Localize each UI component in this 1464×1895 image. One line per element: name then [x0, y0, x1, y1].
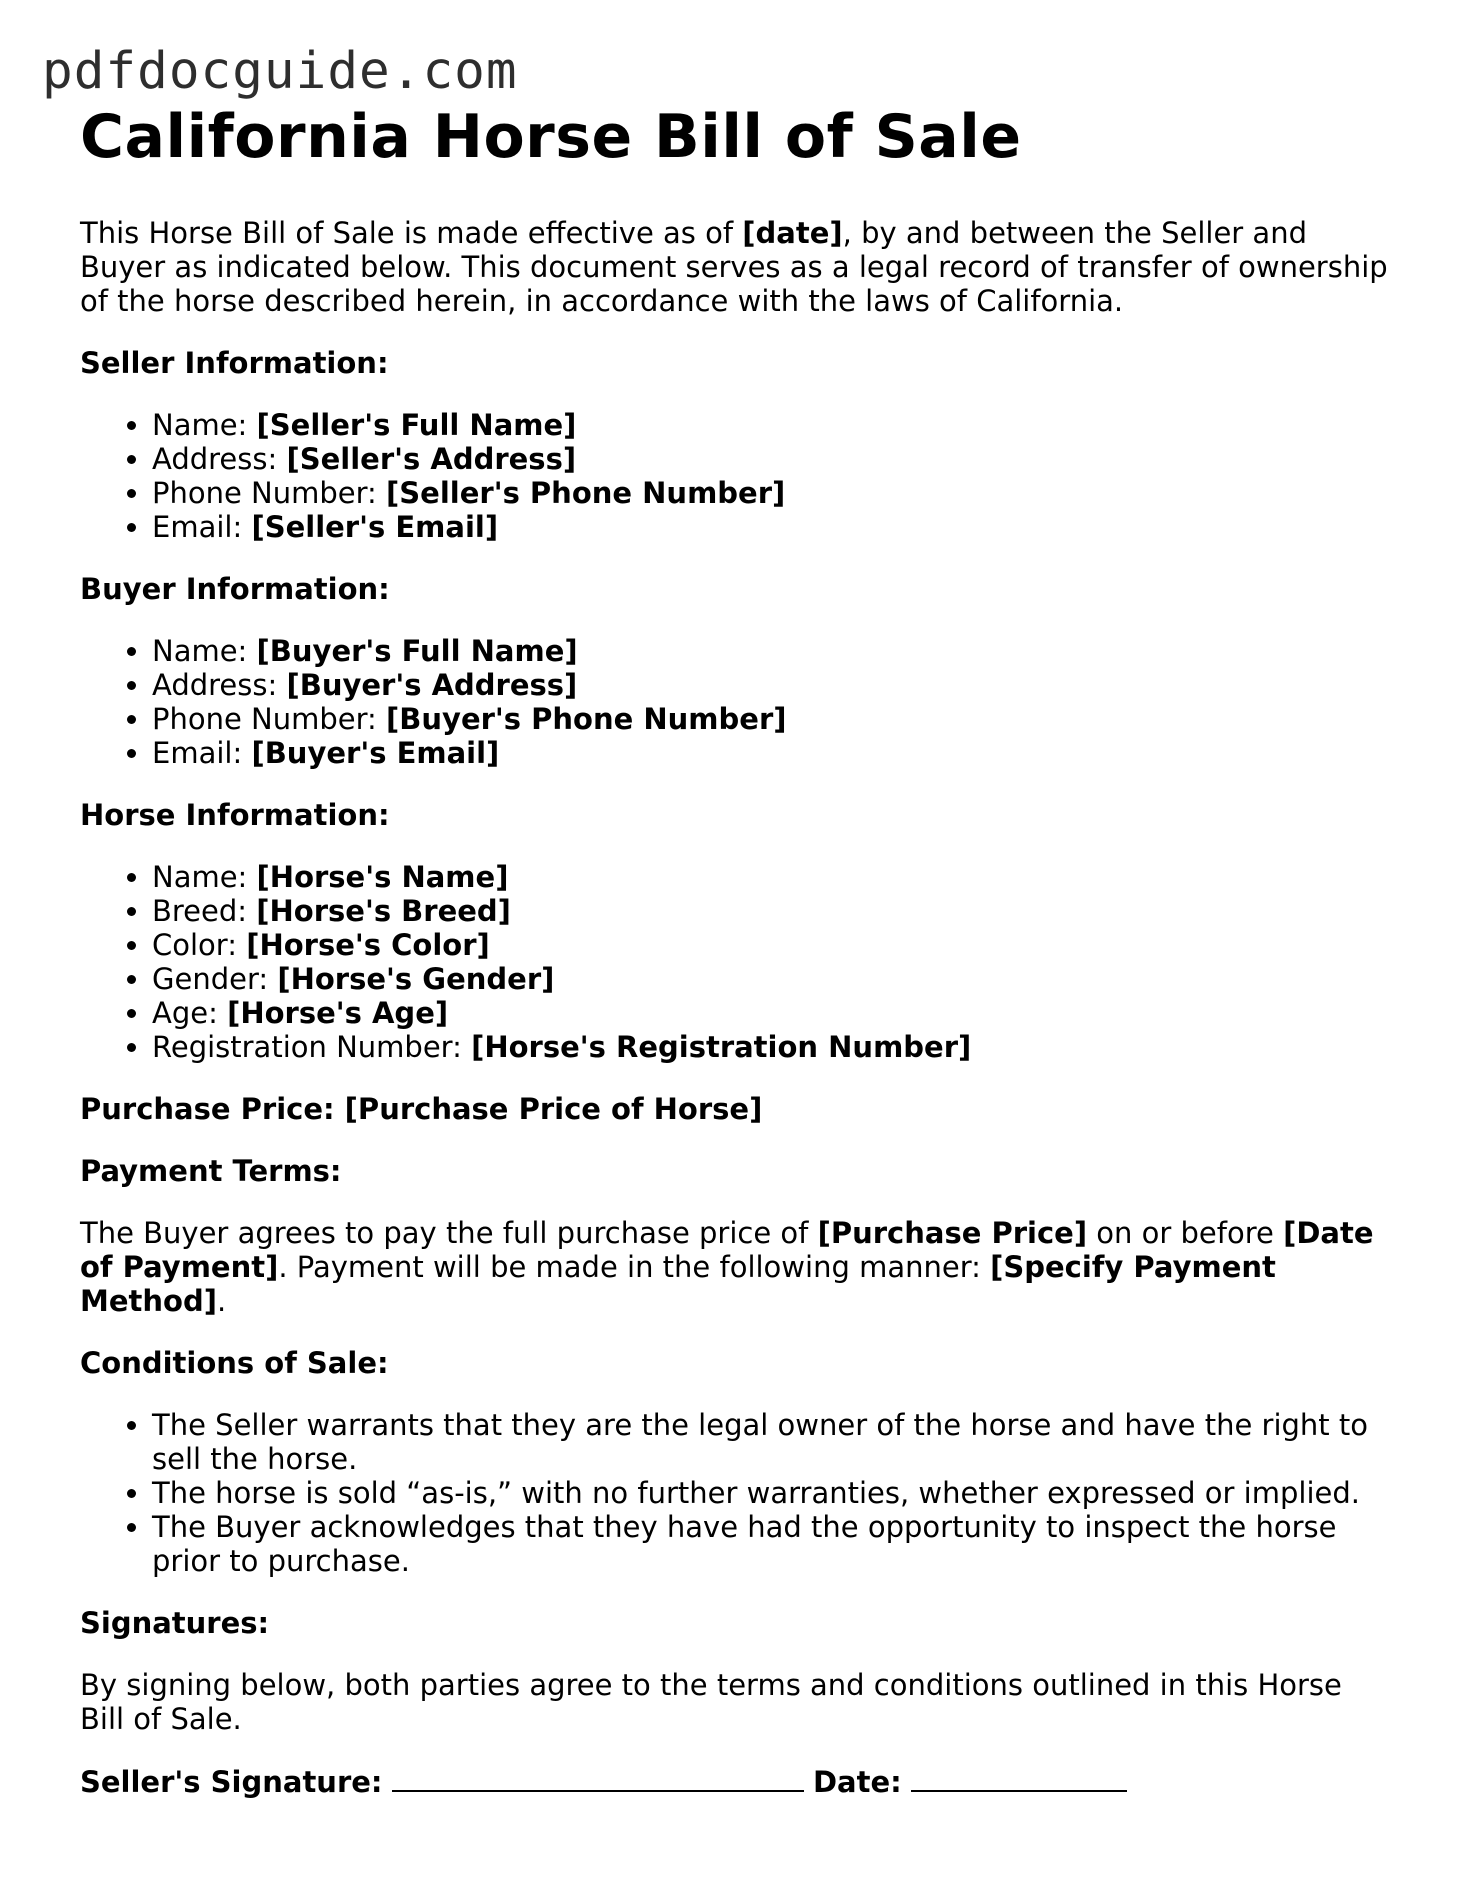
- payment-method: [Specify Payment Method]: [80, 1250, 1276, 1318]
- list-item: [152, 408, 1390, 442]
- item-label: Name:: [152, 860, 257, 894]
- item-label: Address:: [152, 668, 287, 702]
- item-value: [Horse's Registration Number]: [471, 1030, 972, 1064]
- list-item: [152, 634, 1390, 668]
- date-label: Date:: [812, 1765, 902, 1799]
- payment-heading: Payment Terms:: [80, 1154, 342, 1188]
- item-label: Name:: [152, 408, 257, 442]
- document-page: [80, 104, 1390, 1799]
- list-item: [152, 668, 1390, 702]
- item-value: [Horse's Age]: [227, 996, 449, 1030]
- date-field[interactable]: [911, 1764, 1127, 1792]
- item-value: [Buyer's Address]: [286, 668, 578, 702]
- list-item: [152, 1030, 1390, 1064]
- page-title: California Horse Bill of Sale: [80, 102, 1022, 172]
- item-value: [Horse's Name]: [256, 860, 509, 894]
- item-value: [Horse's Gender]: [277, 962, 555, 996]
- list-item: [152, 702, 1390, 736]
- list-item: [152, 860, 1390, 894]
- payment-price: [Purchase Price]: [817, 1216, 1088, 1250]
- signatures-paragraph: By signing below, both parties agree to the terms and conditions outlined in this Horse Bill of Sale.: [80, 1668, 1342, 1736]
- watermark: pdfdocguide.com: [42, 42, 518, 101]
- list-item: • The Seller warrants that they are the legal owner of the horse and have the right to sell the horse.: [152, 1408, 1390, 1476]
- item-value: [Seller's Address]: [286, 442, 577, 476]
- item-value: [Buyer's Phone Number]: [386, 702, 787, 736]
- payment-text-1: The Buyer agrees to pay the full purchase price of: [80, 1216, 818, 1250]
- buyer-heading: Buyer Information:: [80, 572, 390, 606]
- horse-heading: Horse Information:: [80, 798, 390, 832]
- item-value: [Seller's Phone Number]: [386, 476, 786, 510]
- intro-paragraph: [80, 216, 1390, 318]
- seller-signature-row: [80, 1764, 1390, 1799]
- payment-text-2: on or before: [1087, 1216, 1284, 1250]
- list-item: [152, 510, 1390, 544]
- payment-text-4: .: [216, 1284, 227, 1318]
- list-item: • The horse is sold “as-is,” with no further warranties, whether expressed or implied.: [152, 1476, 1390, 1510]
- item-label: Email:: [152, 736, 252, 770]
- purchase-price-heading: Purchase Price: [Purchase Price of Horse]: [80, 1092, 763, 1126]
- item-label: Email:: [152, 510, 252, 544]
- payment-text-3: . Payment will be made in the following manner:: [278, 1250, 991, 1284]
- item-label: Registration Number:: [152, 1030, 472, 1064]
- list-item: [152, 476, 1390, 510]
- item-value: [Horse's Breed]: [256, 894, 511, 928]
- horse-list: [80, 860, 1390, 1064]
- conditions-list: [80, 1408, 1390, 1578]
- payment-date: [Date of Payment]: [80, 1216, 1374, 1284]
- buyer-list: [80, 634, 1390, 770]
- list-item: [152, 928, 1390, 962]
- item-value: [Buyer's Email]: [251, 736, 500, 770]
- item-value: [Horse's Color]: [246, 928, 490, 962]
- intro-text-2: , by and between the Seller and Buyer as indicated below. This document serves as a legal record of transfer of ownership of the horse described herein, in accordance with the laws of California.: [80, 216, 1388, 318]
- item-value: [Seller's Full Name]: [256, 408, 577, 442]
- seller-heading: Seller Information:: [80, 346, 389, 380]
- item-label: Name:: [152, 634, 257, 668]
- item-value: [Seller's Email]: [251, 510, 499, 544]
- conditions-heading: Conditions of Sale:: [80, 1346, 389, 1380]
- list-item: [152, 442, 1390, 476]
- seller-list: [80, 408, 1390, 544]
- seller-signature-label: Seller's Signature:: [80, 1765, 383, 1799]
- list-item: [152, 962, 1390, 996]
- intro-date: [date]: [742, 216, 843, 250]
- item-label: Breed:: [152, 894, 257, 928]
- intro-text-1: This Horse Bill of Sale is made effective as of: [80, 216, 743, 250]
- list-item: • The Buyer acknowledges that they have had the opportunity to inspect the horse prior to purchase.: [152, 1510, 1390, 1578]
- item-label: Gender:: [152, 962, 278, 996]
- item-value: [Buyer's Full Name]: [256, 634, 578, 668]
- list-item: [152, 894, 1390, 928]
- item-label: Phone Number:: [152, 702, 387, 736]
- seller-signature-field[interactable]: [392, 1764, 804, 1792]
- list-item: [152, 996, 1390, 1030]
- item-label: Address:: [152, 442, 287, 476]
- signatures-heading: Signatures:: [80, 1606, 270, 1640]
- item-label: Phone Number:: [152, 476, 387, 510]
- payment-paragraph: [80, 1216, 1390, 1318]
- list-item: [152, 736, 1390, 770]
- item-label: Age:: [152, 996, 228, 1030]
- item-label: Color:: [152, 928, 247, 962]
